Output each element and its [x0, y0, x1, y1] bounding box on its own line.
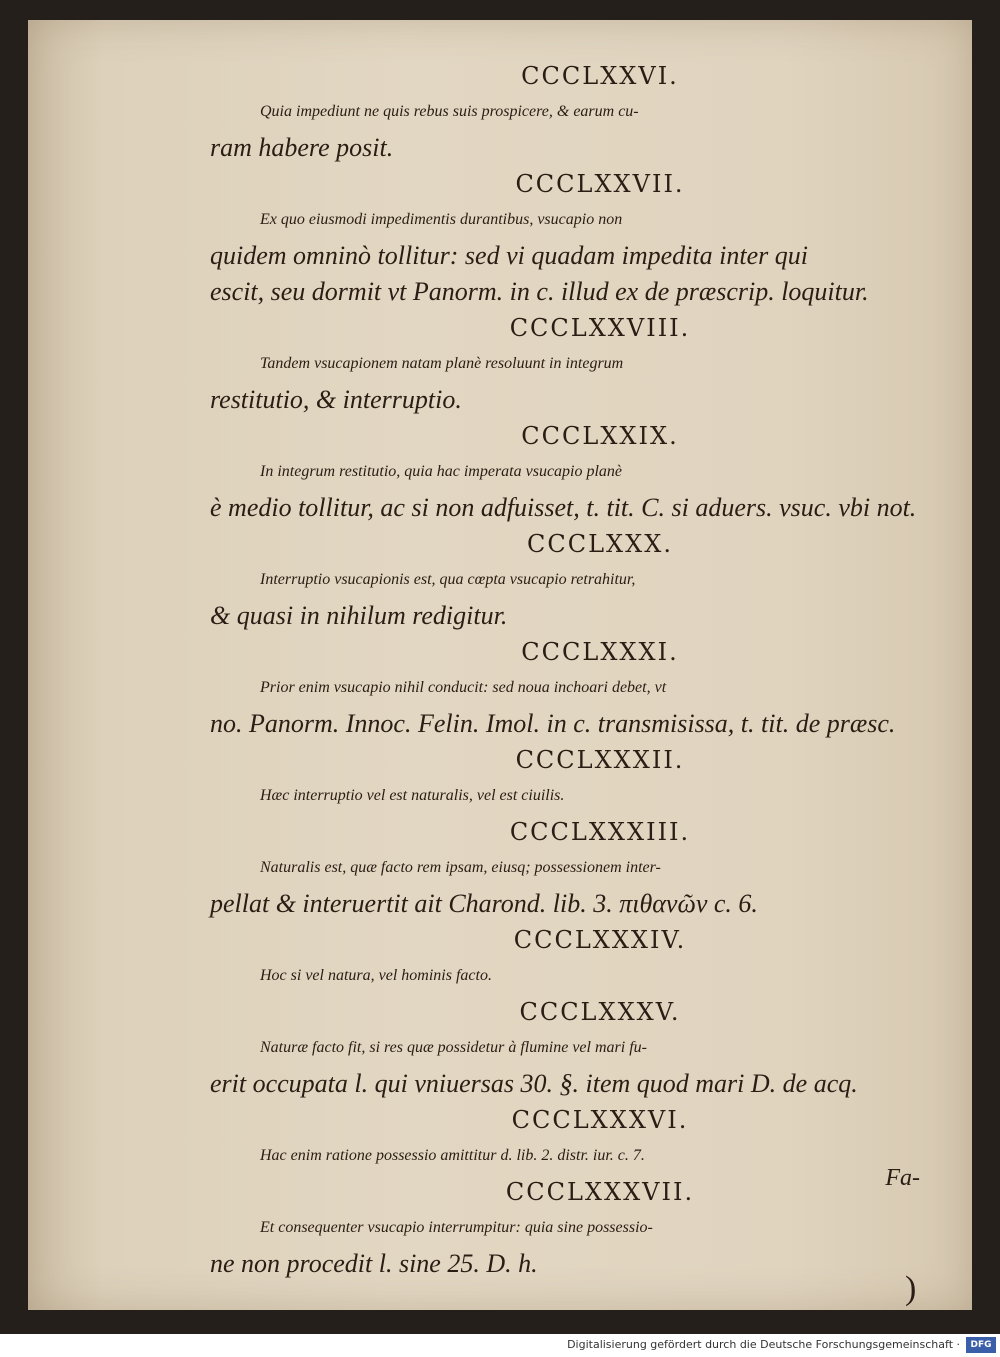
- footer-bar: [0, 1334, 1000, 1357]
- section-paragraph: [210, 850, 950, 922]
- section-number: CCCLXXXIII.: [509, 818, 691, 846]
- text-line: Ex quo eiusmodi impedimentis durantibus, vsucapio non: [260, 211, 623, 228]
- text-line: Prior enim vsucapio nihil conducit: sed noua inchoari debet, vt: [260, 679, 667, 696]
- funding-note: Digitalisierung gefördert durch die Deutsche Forschungsgemeinschaft ·: [567, 1338, 960, 1351]
- text-line: no. Panorm. Innoc. Felin. Imol. in c. transmisissa, t. tit. de præsc.: [210, 709, 896, 738]
- section-number: CCCLXXVII.: [515, 170, 685, 198]
- text-line: ne non procedit l. sine 25. D. h.: [210, 1249, 538, 1278]
- section-paragraph: [210, 202, 950, 310]
- text-line: Et consequenter vsucapio interrumpitur: quia sine possessio-: [260, 1219, 653, 1236]
- section-paragraph: [210, 1138, 950, 1174]
- text-line: escit, seu dormit vt Panorm. in c. illud ex de præscrip. loquitur.: [210, 277, 869, 306]
- text-line: pellat & interuertit ait Charond. lib. 3. πιθανῶν c. 6.: [210, 889, 758, 918]
- text-line: Tandem vsucapionem natam planè resoluunt in integrum: [260, 355, 624, 372]
- section-paragraph: [210, 778, 950, 814]
- section-number: CCCLXXIX.: [521, 422, 679, 450]
- text-line: Interruptio vsucapionis est, qua cœpta vsucapio retrahitur,: [260, 571, 636, 588]
- section-paragraph: [210, 958, 950, 994]
- section-number: CCCLXXXIV.: [513, 926, 687, 954]
- text-line: ram habere posit.: [210, 133, 394, 162]
- text-line: è medio tollitur, ac si non adfuisset, t. tit. C. si aduers. vsuc. vbi not.: [210, 493, 917, 522]
- section-number: CCCLXXVIII.: [509, 314, 691, 342]
- catchword: Fa-: [885, 1165, 920, 1191]
- text-line: Hac enim ratione possessio amittitur d. lib. 2. distr. iur. c. 7.: [260, 1147, 645, 1164]
- section-number: CCCLXXVI.: [521, 62, 679, 90]
- section-number: CCCLXXX.: [527, 530, 673, 558]
- text-line: erit occupata l. qui vniuersas 30. §. item quod mari D. de acq.: [210, 1069, 858, 1098]
- text-line: Naturalis est, quæ facto rem ipsam, eiusq; possessionem inter-: [260, 859, 661, 876]
- text-line: Hæc interruptio vel est naturalis, vel est ciuilis.: [260, 787, 565, 804]
- text-line: Naturæ facto fit, si res quæ possidetur à flumine vel mari fu-: [260, 1039, 647, 1056]
- section-paragraph: [210, 94, 950, 166]
- page-text: [210, 58, 950, 1282]
- section-paragraph: [210, 670, 950, 742]
- section-paragraph: [210, 346, 950, 418]
- text-line: & quasi in nihilum redigitur.: [210, 601, 508, 630]
- text-line: quidem omninò tollitur: sed vi quadam impedita inter qui: [210, 241, 808, 270]
- dfg-logo: DFG: [966, 1337, 996, 1353]
- text-line: Hoc si vel natura, vel hominis facto.: [260, 967, 492, 984]
- section-number: CCCLXXXVII.: [505, 1178, 695, 1206]
- section-number: CCCLXXXI.: [521, 638, 679, 666]
- page-mark: ): [905, 1270, 917, 1307]
- text-line: restitutio, & interruptio.: [210, 385, 462, 414]
- text-line: In integrum restitutio, quia hac imperata vsucapio planè: [260, 463, 623, 480]
- section-number: CCCLXXXV.: [519, 998, 681, 1026]
- section-paragraph: [210, 1210, 950, 1282]
- section-number: CCCLXXXII.: [515, 746, 685, 774]
- section-paragraph: [210, 454, 950, 526]
- section-number: CCCLXXXVI.: [511, 1106, 689, 1134]
- section-paragraph: [210, 1030, 950, 1102]
- text-line: Quia impediunt ne quis rebus suis prospicere, & earum cu-: [260, 103, 639, 120]
- section-paragraph: [210, 562, 950, 634]
